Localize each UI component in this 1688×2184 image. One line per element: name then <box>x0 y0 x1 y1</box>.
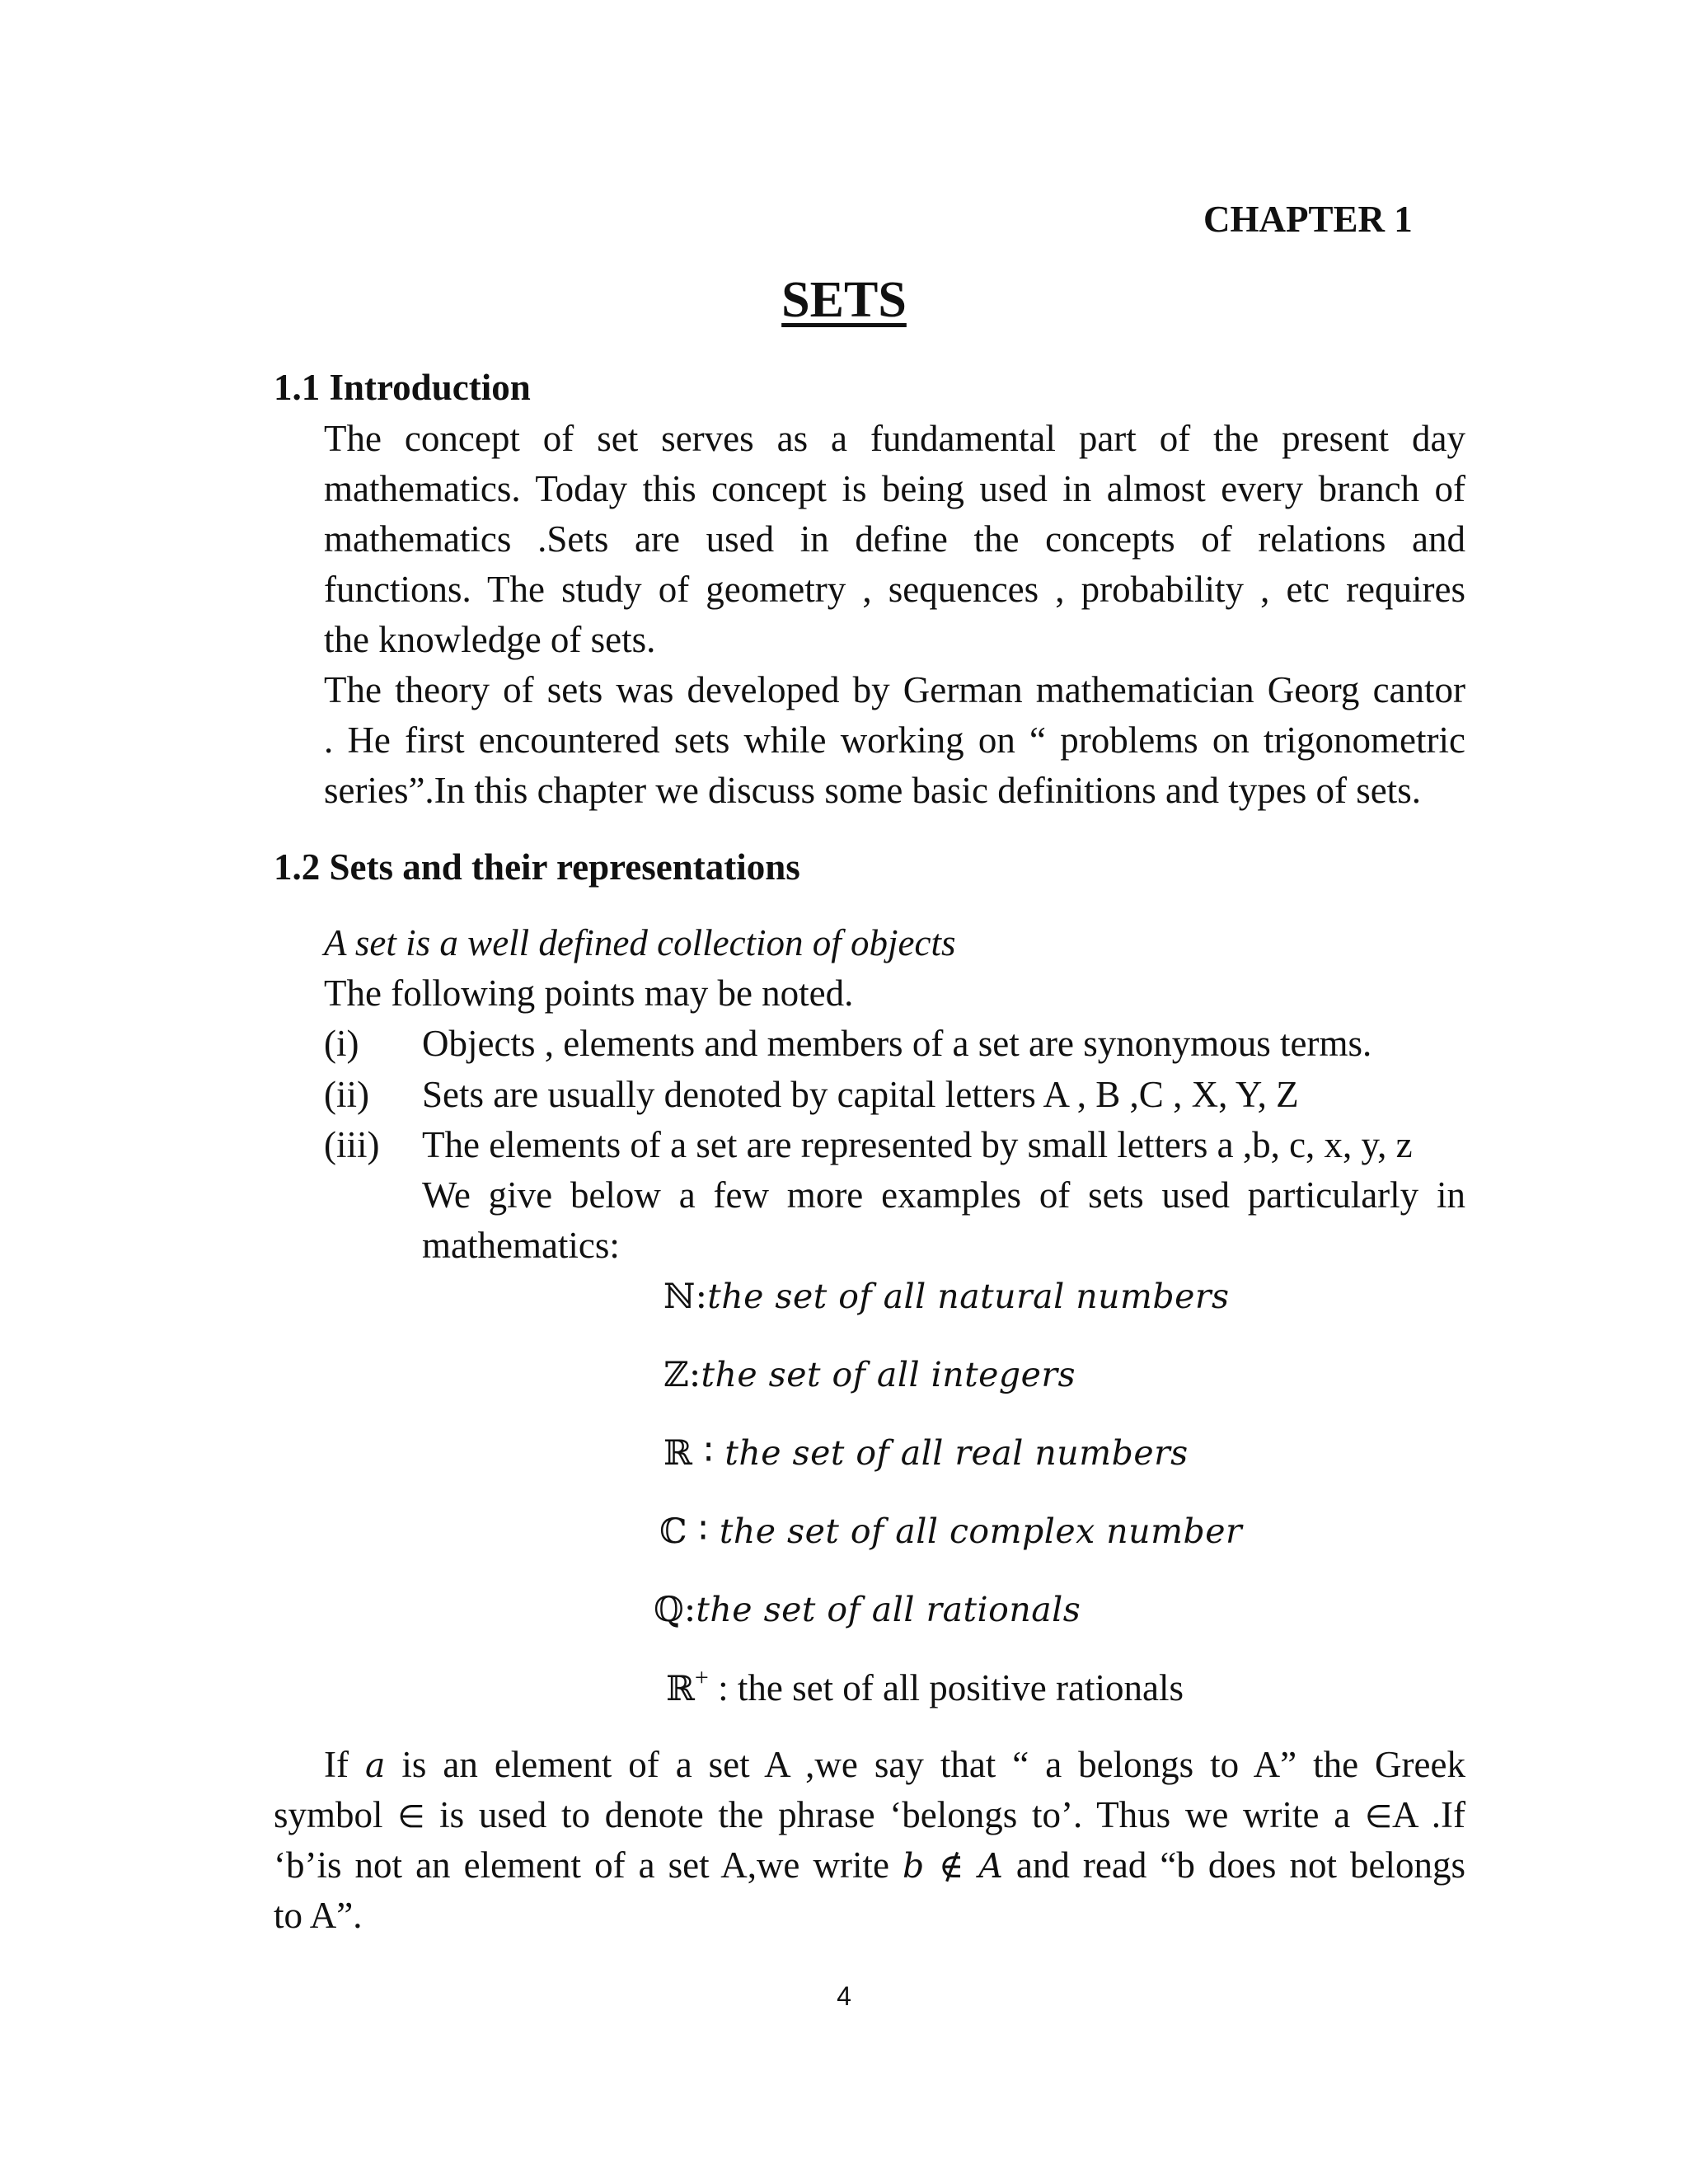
text-line <box>274 1790 1465 1840</box>
text-run: If <box>324 1744 365 1785</box>
text-line: The concept of set serves as a fundamental part of the present day <box>324 418 1465 459</box>
set-description: the set of all rationals <box>696 1590 1081 1629</box>
list-item-text: Sets are usually denoted by capital letters A , B ,C , X, Y, Z <box>422 1074 1299 1115</box>
section-heading-representations: 1.2 Sets and their representations <box>274 846 800 888</box>
set-example-naturals <box>663 1272 1230 1321</box>
text-line: the knowledge of sets. <box>324 619 656 660</box>
list-item-text: Objects , elements and members of a set are synonymous terms. <box>422 1023 1372 1064</box>
set-separator: : <box>683 1588 696 1630</box>
set-symbol: ℝ <box>663 1432 692 1473</box>
set-symbol: ℂ <box>659 1511 687 1551</box>
set-description: the set of all natural numbers <box>707 1277 1230 1316</box>
set-example-complex <box>659 1507 1242 1556</box>
text-run: is an element of a set A ,we say that “ a belongs to A” the Greek <box>385 1744 1465 1785</box>
text-run: A .If <box>1392 1794 1465 1835</box>
text-line: functions. The study of geometry , sequences , probability , etc requires <box>324 569 1465 610</box>
list-item-text: The elements of a set are represented by small letters a ,b, c, x, y, z <box>422 1124 1413 1165</box>
text-line: mathematics: <box>422 1225 620 1266</box>
page-number: 4 <box>837 1981 851 2011</box>
list-item-number: (iii) <box>324 1124 380 1165</box>
examples-intro <box>422 1170 1465 1271</box>
set-description: the set of all complex number <box>719 1511 1243 1551</box>
chapter-label: CHAPTER 1 <box>1203 199 1413 240</box>
element-of-symbol: ∈ <box>397 1798 425 1835</box>
text-line: We give below a few more examples of sets used particularly in <box>422 1174 1465 1216</box>
text-line: mathematics .Sets are used in define the concepts of relations and <box>324 518 1465 560</box>
set-description: the set of all positive rationals <box>737 1667 1184 1708</box>
intro-paragraph-1 <box>324 414 1465 665</box>
set-separator: : <box>688 1353 701 1395</box>
set-symbol: ℕ <box>663 1276 696 1316</box>
text-run: is used to denote the phrase ‘belongs to’. Thus we write a <box>424 1794 1365 1835</box>
element-of-symbol: ∈ <box>1364 1798 1393 1835</box>
set-example-positive-rationals <box>666 1663 1184 1713</box>
variable-a: a <box>364 1746 386 1785</box>
text-line <box>274 1740 1465 1790</box>
text-line: mathematics. Today this concept is being used in almost every branch of <box>324 468 1465 509</box>
text-line: to A”. <box>274 1895 363 1936</box>
text-line <box>274 1840 1465 1891</box>
set-separator: ∶ <box>687 1510 720 1552</box>
not-element-expression: b ∉ A <box>902 1846 1003 1886</box>
list-item-number: (i) <box>324 1023 359 1064</box>
set-definition: A set is a well defined collection of objects <box>324 922 956 963</box>
text-line: series”.In this chapter we discuss some basic definitions and types of sets. <box>324 770 1421 811</box>
set-symbol: ℤ <box>663 1354 689 1394</box>
text-run: and read “b does not belongs <box>1002 1844 1465 1886</box>
set-description: the set of all real numbers <box>724 1433 1189 1473</box>
set-symbol: ℝ <box>666 1668 695 1708</box>
set-example-rationals <box>654 1585 1081 1634</box>
note-intro: The following points may be noted. <box>324 972 854 1014</box>
intro-paragraph-2 <box>324 665 1465 816</box>
text-line: . He first encountered sets while working on “ problems on trigonometric <box>324 719 1465 761</box>
text-run: symbol <box>274 1794 398 1835</box>
membership-paragraph <box>274 1740 1465 1941</box>
set-separator: : <box>708 1667 738 1708</box>
set-example-reals <box>663 1428 1189 1478</box>
section-heading-introduction: 1.1 Introduction <box>274 367 531 408</box>
set-separator: ∶ <box>692 1432 725 1474</box>
set-separator: : <box>695 1275 708 1317</box>
set-description: the set of all integers <box>701 1355 1076 1394</box>
list-item-number: (ii) <box>324 1074 369 1115</box>
page-title: SETS <box>781 272 907 328</box>
text-run: ‘b’is not an element of a set A,we write <box>274 1844 903 1886</box>
set-example-integers <box>663 1350 1076 1399</box>
superscript-plus: + <box>694 1664 709 1691</box>
set-symbol: ℚ <box>654 1589 684 1629</box>
text-line: The theory of sets was developed by German mathematician Georg cantor <box>324 669 1465 710</box>
